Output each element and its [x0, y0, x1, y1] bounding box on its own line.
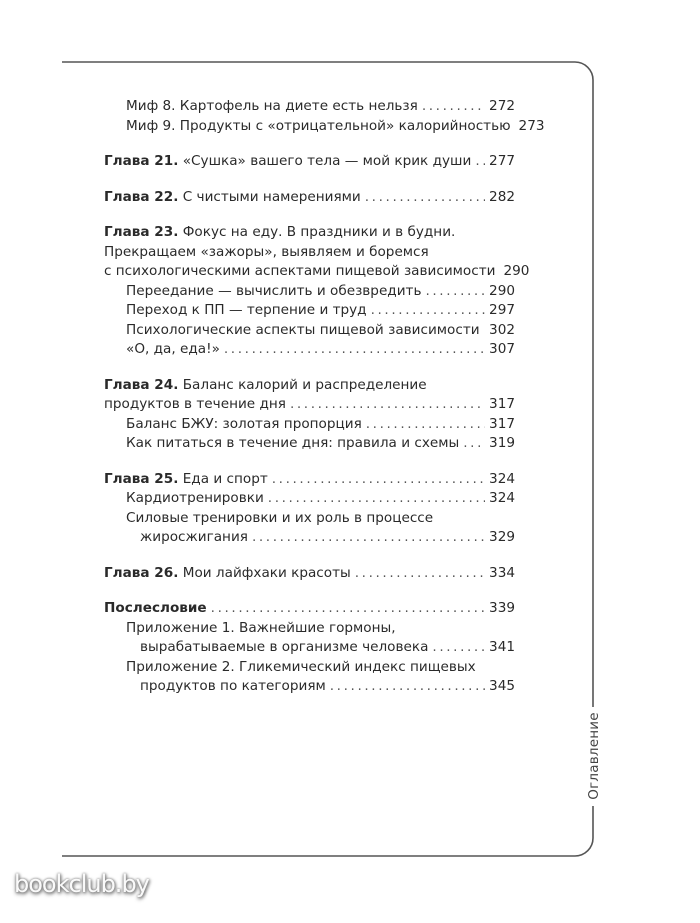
spacer: [104, 360, 515, 376]
dot-leader: [366, 415, 485, 435]
entry-title: [126, 489, 264, 509]
entry-text: Баланс БЖУ: золотая пропорция: [126, 415, 362, 432]
entry-title: [126, 301, 367, 321]
page-number: 290: [503, 263, 530, 279]
toc-chapter-entry[interactable]: [104, 376, 515, 415]
page-number: 329: [489, 529, 515, 545]
page-number: 290: [489, 282, 515, 299]
entry-title: [104, 152, 471, 172]
toc-chapter-entry[interactable]: [104, 152, 515, 172]
entry-text: вырабатываемые в организме человека: [140, 639, 429, 655]
page-number: 317: [489, 415, 515, 432]
page-number: 341: [489, 639, 515, 655]
toc-subentry[interactable]: [104, 282, 515, 302]
dot-leader: [355, 564, 485, 584]
dot-leader: [475, 152, 485, 172]
dot-leader: [422, 97, 485, 117]
toc-subentry[interactable]: [104, 658, 515, 697]
entry-text: продуктов в течение дня: [104, 396, 286, 412]
toc-subentry[interactable]: [104, 434, 515, 454]
toc-subentry[interactable]: [104, 97, 515, 117]
entry-title: [104, 599, 207, 619]
chapter-label: Глава 21.: [104, 153, 179, 169]
entry-title: [126, 117, 511, 137]
toc-subentry[interactable]: [104, 340, 515, 360]
dot-leader: [224, 340, 485, 360]
chapter-label: Глава 23.: [104, 224, 179, 240]
chapter-label: Глава 25.: [104, 470, 179, 487]
entry-text: Баланс калорий и распределение: [182, 376, 427, 393]
toc-chapter-entry[interactable]: [104, 564, 515, 584]
entry-text: Переедание — вычислить и обезвредить: [126, 282, 422, 299]
page-number: 319: [489, 435, 515, 451]
entry-title: [104, 395, 286, 415]
entry-title: [140, 528, 248, 548]
entry-text: Кардиотренировки: [126, 490, 264, 506]
toc-chapter-entry[interactable]: [104, 599, 515, 619]
chapter-label: Глава 24.: [104, 376, 179, 393]
entry-title: [126, 97, 418, 117]
entry-text: «О, да, еда!»: [126, 341, 220, 357]
dot-leader: [432, 638, 485, 658]
toc-subentry[interactable]: [104, 321, 515, 341]
entry-title: [126, 415, 362, 435]
entry-title: [104, 376, 427, 396]
entry-title: [140, 638, 428, 658]
entry-text: Приложение 1. Важнейшие гормоны,: [126, 619, 396, 636]
page-number: 277: [489, 153, 515, 169]
entry-title: [126, 509, 433, 529]
entry-text: Прекращаем «зажоры», выявляем и боремся: [104, 243, 429, 260]
entry-text: Силовые тренировки и их роль в процессе: [126, 509, 434, 526]
page-number: 302: [489, 321, 515, 338]
page-number: 317: [489, 396, 515, 412]
entry-text: жиросжигания: [140, 529, 248, 545]
toc-subentry[interactable]: [104, 117, 545, 137]
toc-subentry[interactable]: [104, 415, 515, 435]
toc-subentry[interactable]: [104, 489, 515, 509]
entry-text: Еда и спорт: [182, 470, 268, 487]
dot-leader: [330, 677, 485, 697]
entry-title: [104, 262, 495, 282]
spacer: [104, 548, 515, 564]
dot-leader: [371, 301, 485, 321]
entry-title: [104, 564, 351, 584]
entry-title: [126, 340, 220, 360]
entry-title: [104, 188, 361, 208]
chapter-label: Послесловие: [104, 600, 207, 616]
dot-leader: [252, 528, 485, 548]
dot-leader: [272, 470, 485, 490]
page-number: 324: [489, 490, 515, 506]
chapter-label: Глава 26.: [104, 564, 179, 581]
spacer: [104, 454, 515, 470]
table-of-contents: [104, 97, 545, 697]
spacer: [104, 207, 515, 223]
entry-title: [104, 223, 455, 243]
toc-subentry[interactable]: [104, 619, 515, 658]
page-number: 324: [489, 470, 515, 487]
dot-leader: [484, 321, 485, 341]
entry-title: [104, 243, 429, 263]
dot-leader: [211, 599, 485, 619]
entry-title: [126, 321, 480, 341]
toc-subentry[interactable]: [104, 301, 515, 321]
entry-title: [140, 677, 326, 697]
entry-text: С чистыми намерениями: [182, 188, 361, 205]
entry-title: [126, 434, 459, 454]
dot-leader: [290, 395, 485, 415]
entry-title: [126, 619, 396, 639]
entry-text: Переход к ПП — терпение и труд: [126, 302, 367, 318]
page-number: 334: [489, 564, 515, 581]
toc-chapter-entry[interactable]: [104, 470, 515, 490]
entry-title: [126, 658, 476, 678]
entry-text: Миф 9. Продукты с «отрицательной» калорийностью: [126, 117, 511, 134]
page-number: 345: [489, 678, 515, 694]
entry-text: Психологические аспекты пищевой зависимости: [126, 321, 480, 338]
entry-title: [126, 282, 421, 302]
toc-subentry[interactable]: [104, 509, 515, 548]
dot-leader: [463, 434, 485, 454]
entry-text: Приложение 2. Гликемический индекс пищевых: [126, 658, 476, 675]
page-number: 272: [489, 98, 515, 114]
spacer: [104, 583, 515, 599]
dot-leader: [268, 489, 485, 509]
frame-bottom-right: [62, 806, 593, 856]
page-number: 297: [489, 302, 515, 318]
toc-chapter-entry[interactable]: [104, 223, 530, 282]
spacer: [104, 136, 515, 152]
page-number: 339: [489, 600, 515, 616]
page-number: 307: [489, 341, 515, 357]
watermark: bookclub.by: [14, 870, 149, 898]
entry-text: Фокус на еду. В праздники и в будни.: [182, 224, 456, 240]
entry-text: с психологическими аспектами пищевой зависимости: [104, 263, 496, 279]
entry-text: Миф 8. Картофель на диете есть нельзя: [126, 98, 418, 114]
toc-chapter-entry[interactable]: [104, 188, 515, 208]
entry-text: Мои лайфхаки красоты: [182, 564, 351, 581]
page-number: 282: [489, 188, 515, 205]
dot-leader: [365, 188, 485, 208]
spacer: [104, 172, 515, 188]
entry-title: [104, 470, 268, 490]
entry-text: «Сушка» вашего тела — мой крик души: [182, 153, 472, 169]
page-number: 273: [518, 117, 545, 134]
entry-text: Как питаться в течение дня: правила и схемы: [126, 435, 460, 451]
dot-leader: [425, 282, 485, 302]
entry-text: продуктов по категориям: [140, 678, 326, 694]
section-side-label: Оглавление: [586, 712, 602, 800]
chapter-label: Глава 22.: [104, 188, 179, 205]
